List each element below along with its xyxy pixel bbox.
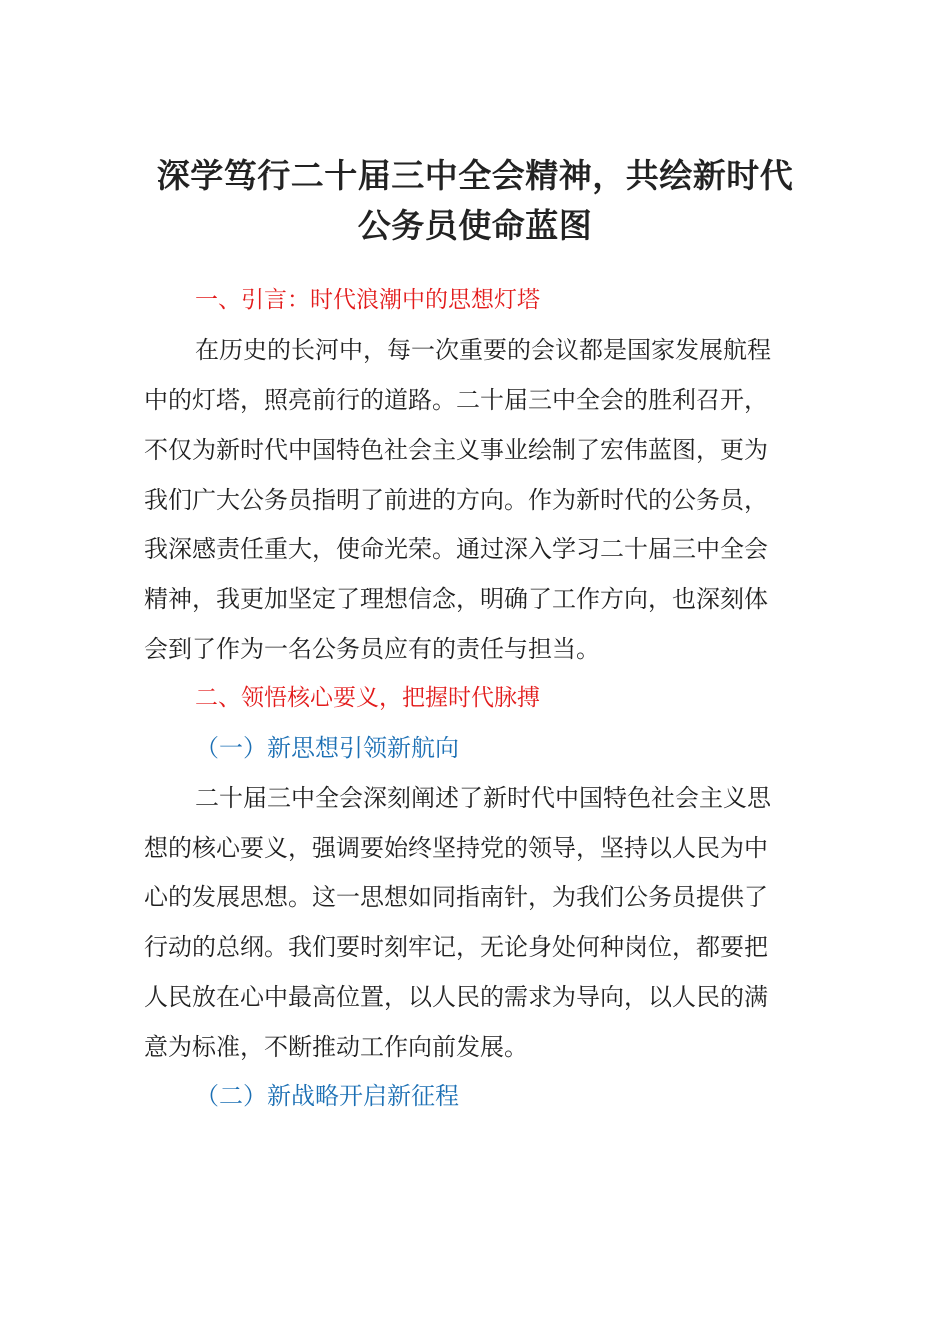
paragraph-line: 在历史的长河中，每一次重要的会议都是国家发展航程 [195,336,771,364]
paragraph-line: 心的发展思想。这一思想如同指南针，为我们公务员提供了 [144,883,768,911]
paragraph-line: 我们广大公务员指明了前进的方向。作为新时代的公务员， [144,486,768,514]
paragraph-line: 人民放在心中最高位置，以人民的需求为导向，以人民的满 [144,983,768,1011]
paragraph-line: 会到了作为一名公务员应有的责任与担当。 [144,635,600,663]
paragraph-line: 意为标准，不断推动工作向前发展。 [144,1033,528,1061]
paragraph-line: 行动的总纲。我们要时刻牢记，无论身处何种岗位，都要把 [144,933,768,961]
paragraph-line: 中的灯塔，照亮前行的道路。二十届三中全会的胜利召开， [144,386,768,414]
paragraph-line: 二十届三中全会深刻阐述了新时代中国特色社会主义思 [195,784,771,812]
paragraph-line: 不仅为新时代中国特色社会主义事业绘制了宏伟蓝图，更为 [144,436,768,464]
section-2-heading: 二、领悟核心要义，把握时代脉搏 [195,685,540,711]
paragraph-line: 我深感责任重大，使命光荣。通过深入学习二十届三中全会 [144,535,768,563]
paragraph-line: 精神，我更加坚定了理想信念，明确了工作方向，也深刻体 [144,585,768,613]
paragraph-line: 想的核心要义，强调要始终坚持党的领导，坚持以人民为中 [144,834,768,862]
document-title-line-2: 公务员使命蓝图 [357,206,593,245]
section-1-heading: 一、引言：时代浪潮中的思想灯塔 [195,287,540,313]
subsection-1-heading: （一）新思想引领新航向 [195,734,459,762]
document-title-line-1: 深学笃行二十届三中全会精神，共绘新时代 [156,156,794,195]
subsection-2-heading: （二）新战略开启新征程 [195,1082,459,1110]
